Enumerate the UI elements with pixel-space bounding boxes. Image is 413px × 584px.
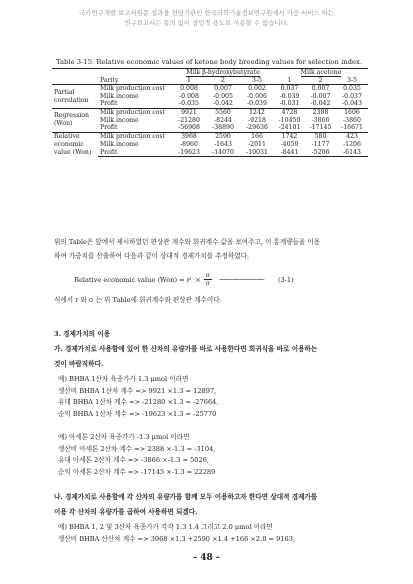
example-1-line: 예) BHBA 1산차 육종가가 1.3 μmol 이라면 — [58, 375, 189, 383]
example-1-line: 생산비 BHBA 1산차 계수 => 9921 ×1.3 = 12897, — [58, 386, 217, 395]
table-cell: 5560 — [206, 108, 240, 116]
example-2-line: 순익 아세톤 2산차 계수 => -17145 ×-1.3 = 22289 — [58, 467, 216, 476]
row-label: Profit — [100, 100, 118, 108]
table-cell: 3968 — [172, 132, 206, 140]
table-cell: -0.043 — [342, 100, 362, 108]
formula-sub: i — [189, 276, 192, 282]
table-cell: -1206 — [343, 140, 361, 148]
table-cell: 4728 — [274, 108, 305, 116]
formula-number: (3-1) — [277, 275, 294, 284]
item-ga-line-a: 가. 경제가치로 사용함에 있어 한 산차의 유량가를 바로 사용한다면 회귀식을 바로 이용하는 — [54, 345, 318, 353]
parity-col: 2 — [221, 76, 225, 84]
parity-col: 3-5 — [347, 76, 357, 84]
table-cell: -4059 — [280, 140, 299, 148]
table-cell: -0.007 — [310, 92, 331, 100]
table-cell: 423 — [336, 132, 368, 140]
section-title: 3. 경제가치의 이용 — [54, 330, 111, 338]
table-cell: -0.039 — [247, 100, 267, 108]
table-cell: -8244 — [214, 116, 232, 124]
group-label: Relative economic value (Won) — [52, 132, 98, 157]
example-1-line: 유대 BHBA 1산차 계수 => -21280 ×1.3 = -27664, — [58, 398, 219, 406]
example-2-line: 예) 아세톤 2산차 육종가가 -1.3 μmol 이라면 — [58, 433, 190, 441]
row-label: Milk production cost — [98, 132, 172, 140]
table-cell: -0.035 — [179, 100, 199, 108]
table-row — [52, 108, 368, 116]
table-cell: -3860 — [343, 116, 361, 124]
group-label: Partial correlation — [52, 85, 98, 109]
example-2-line: 유대 아세톤 2산차 계수 => -3866 ×-1.3 = 5026, — [58, 456, 209, 464]
page-number: - 48 - — [193, 553, 220, 563]
table-cell: 0.002 — [240, 85, 274, 93]
table-row — [52, 100, 368, 108]
table-cell: -6143 — [336, 148, 368, 156]
example-2-line: 생산비 아세톤 2산차 계수 => 2388 ×-1.3 = -3104, — [58, 444, 216, 453]
example-2 — [58, 432, 215, 478]
table-cell: -38890 — [212, 124, 234, 132]
table-cell: 0.007 — [206, 85, 240, 93]
row-label: Profit — [98, 148, 172, 156]
table-cell: -29636 — [246, 124, 268, 132]
example-1-line: 순익 BHBA 1산차 계수 => -19623 ×1.3 = -25770 — [58, 409, 217, 418]
table-row — [52, 141, 368, 149]
table-cell: -3866 — [311, 116, 330, 124]
parity-col: 2 — [318, 76, 323, 84]
table-cell: -1177 — [311, 140, 330, 148]
table-row — [52, 93, 368, 101]
formula-numerator: σ — [205, 272, 210, 279]
table-cell: -0.008 — [179, 92, 199, 100]
table-caption: Table 3-15. Relative economic values of ketone body breeding values for selection index. — [56, 58, 362, 66]
table-row — [52, 117, 368, 125]
table-cell: 1742 — [274, 132, 305, 140]
table-cell: -0.005 — [213, 92, 233, 100]
table-row — [52, 124, 368, 132]
table-cell: -0.006 — [247, 92, 267, 100]
economic-value-table — [52, 68, 368, 157]
paragraph-1a: 위의 Table은 앞에서 제시하였던 편상관 계수와 회귀계수 값을 보여주고, 이 통계량들을 이용 — [54, 238, 321, 246]
table-cell: -16671 — [341, 124, 363, 132]
table-cell: -17145 — [309, 124, 332, 132]
item-na-line-b: 이용 각 산차의 유량가를 곱하여 사용하면 되겠다. — [54, 508, 198, 516]
row-label: Milk income — [100, 116, 139, 124]
parity-col: 3-5 — [252, 76, 262, 84]
watermark-header — [0, 8, 413, 28]
table-cell: -24101 — [278, 124, 301, 132]
parity-col: 1 — [187, 76, 191, 84]
header-line-2: 연구보고서는 동의 없이 상업적 용도로 사용할 수 없습니다. — [124, 19, 289, 27]
table-row — [52, 85, 368, 93]
table-cell: 0.007 — [305, 85, 336, 93]
table-cell: -10031 — [240, 148, 274, 156]
table-cell: 0.037 — [274, 85, 305, 93]
example-3-line-a: 예) BHBA 1, 2 및 3산차 육종가가 각각 1.3 1.4 그리고 2.0 μmol 이라면 — [58, 523, 273, 531]
table-cell: -0.042 — [213, 100, 233, 108]
table-cell: -14070 — [206, 148, 240, 156]
formula-fraction — [204, 272, 212, 287]
table-cell: 0.035 — [336, 85, 368, 93]
row-label: Profit — [100, 124, 118, 132]
table-cell: 1606 — [336, 108, 368, 116]
parity-label: Parity — [100, 76, 119, 84]
group-label: Regression (Won) — [52, 108, 98, 132]
table-row — [52, 132, 368, 140]
formula — [74, 272, 294, 287]
table-cell: -2011 — [248, 140, 266, 148]
formula-dots: ········································· — [218, 275, 264, 284]
item-na-line-a: 나. 경제가치로 사용함에 각 산차의 유량가를 함께 모두 이용하고자 한다면 상대적 경제가를 — [54, 493, 318, 501]
table-row — [52, 148, 368, 156]
table-cell: -56908 — [178, 124, 200, 132]
table-cell: -0.042 — [310, 100, 331, 108]
row-label: Milk production cost — [98, 85, 172, 93]
table-cell: -0.031 — [279, 100, 300, 108]
group-header-bhba: Milk β-hydroxybutyrate — [186, 69, 260, 76]
row-label: Milk income — [100, 92, 139, 100]
table-cell: -21280 — [178, 116, 200, 124]
table-cell: -9218 — [248, 116, 266, 124]
example-1 — [58, 374, 218, 420]
paragraph-2: 식에서 r 와 σ 는 위 Table에 회귀계수와 편상관 계수이다. — [54, 296, 222, 304]
paragraph-1b: 하여 가중치를 산출하여 다음과 같이 상대적 경제가치를 추정하였다. — [54, 252, 250, 260]
table-cell: -8960 — [180, 140, 198, 148]
formula-times: × — [195, 275, 201, 284]
table-cell: 1242 — [240, 108, 274, 116]
table-cell: -1643 — [214, 140, 232, 148]
header-line-1: 국가연구개발 보고서원문 성과물 전담기관인 한국과학기술정보연구원에서 가공·서비스 하는 — [79, 9, 334, 17]
formula-lhs: Relative economic value (Won) = r — [74, 275, 190, 284]
table-cell: 580 — [305, 132, 336, 140]
table-cell: -10450 — [278, 116, 301, 124]
table-cell: -0.039 — [279, 92, 300, 100]
formula-denominator: σ — [205, 280, 210, 287]
table-cell: -5206 — [305, 148, 336, 156]
item-ga-line-b: 것이 바람직하다. — [54, 360, 104, 368]
table-cell: -8441 — [274, 148, 305, 156]
parity-col: 1 — [287, 76, 292, 84]
table-cell: -0.037 — [342, 92, 362, 100]
example-3-line-b: 생산비 BHBA 산산차 계수 => 3968 ×1.3 +2590 ×1.4 +166 ×2.0 = 9163, — [58, 535, 295, 543]
table-cell: 2590 — [206, 132, 240, 140]
group-header-acetone: Milk acetone — [300, 69, 342, 76]
table-cell: 166 — [240, 132, 274, 140]
row-label: Milk production cost — [98, 108, 172, 116]
row-label: Milk income — [100, 140, 139, 148]
table-cell: 9921 — [172, 108, 206, 116]
table-cell: -19623 — [172, 148, 206, 156]
table-cell: 0.008 — [172, 85, 206, 93]
table-cell: 2388 — [305, 108, 336, 116]
